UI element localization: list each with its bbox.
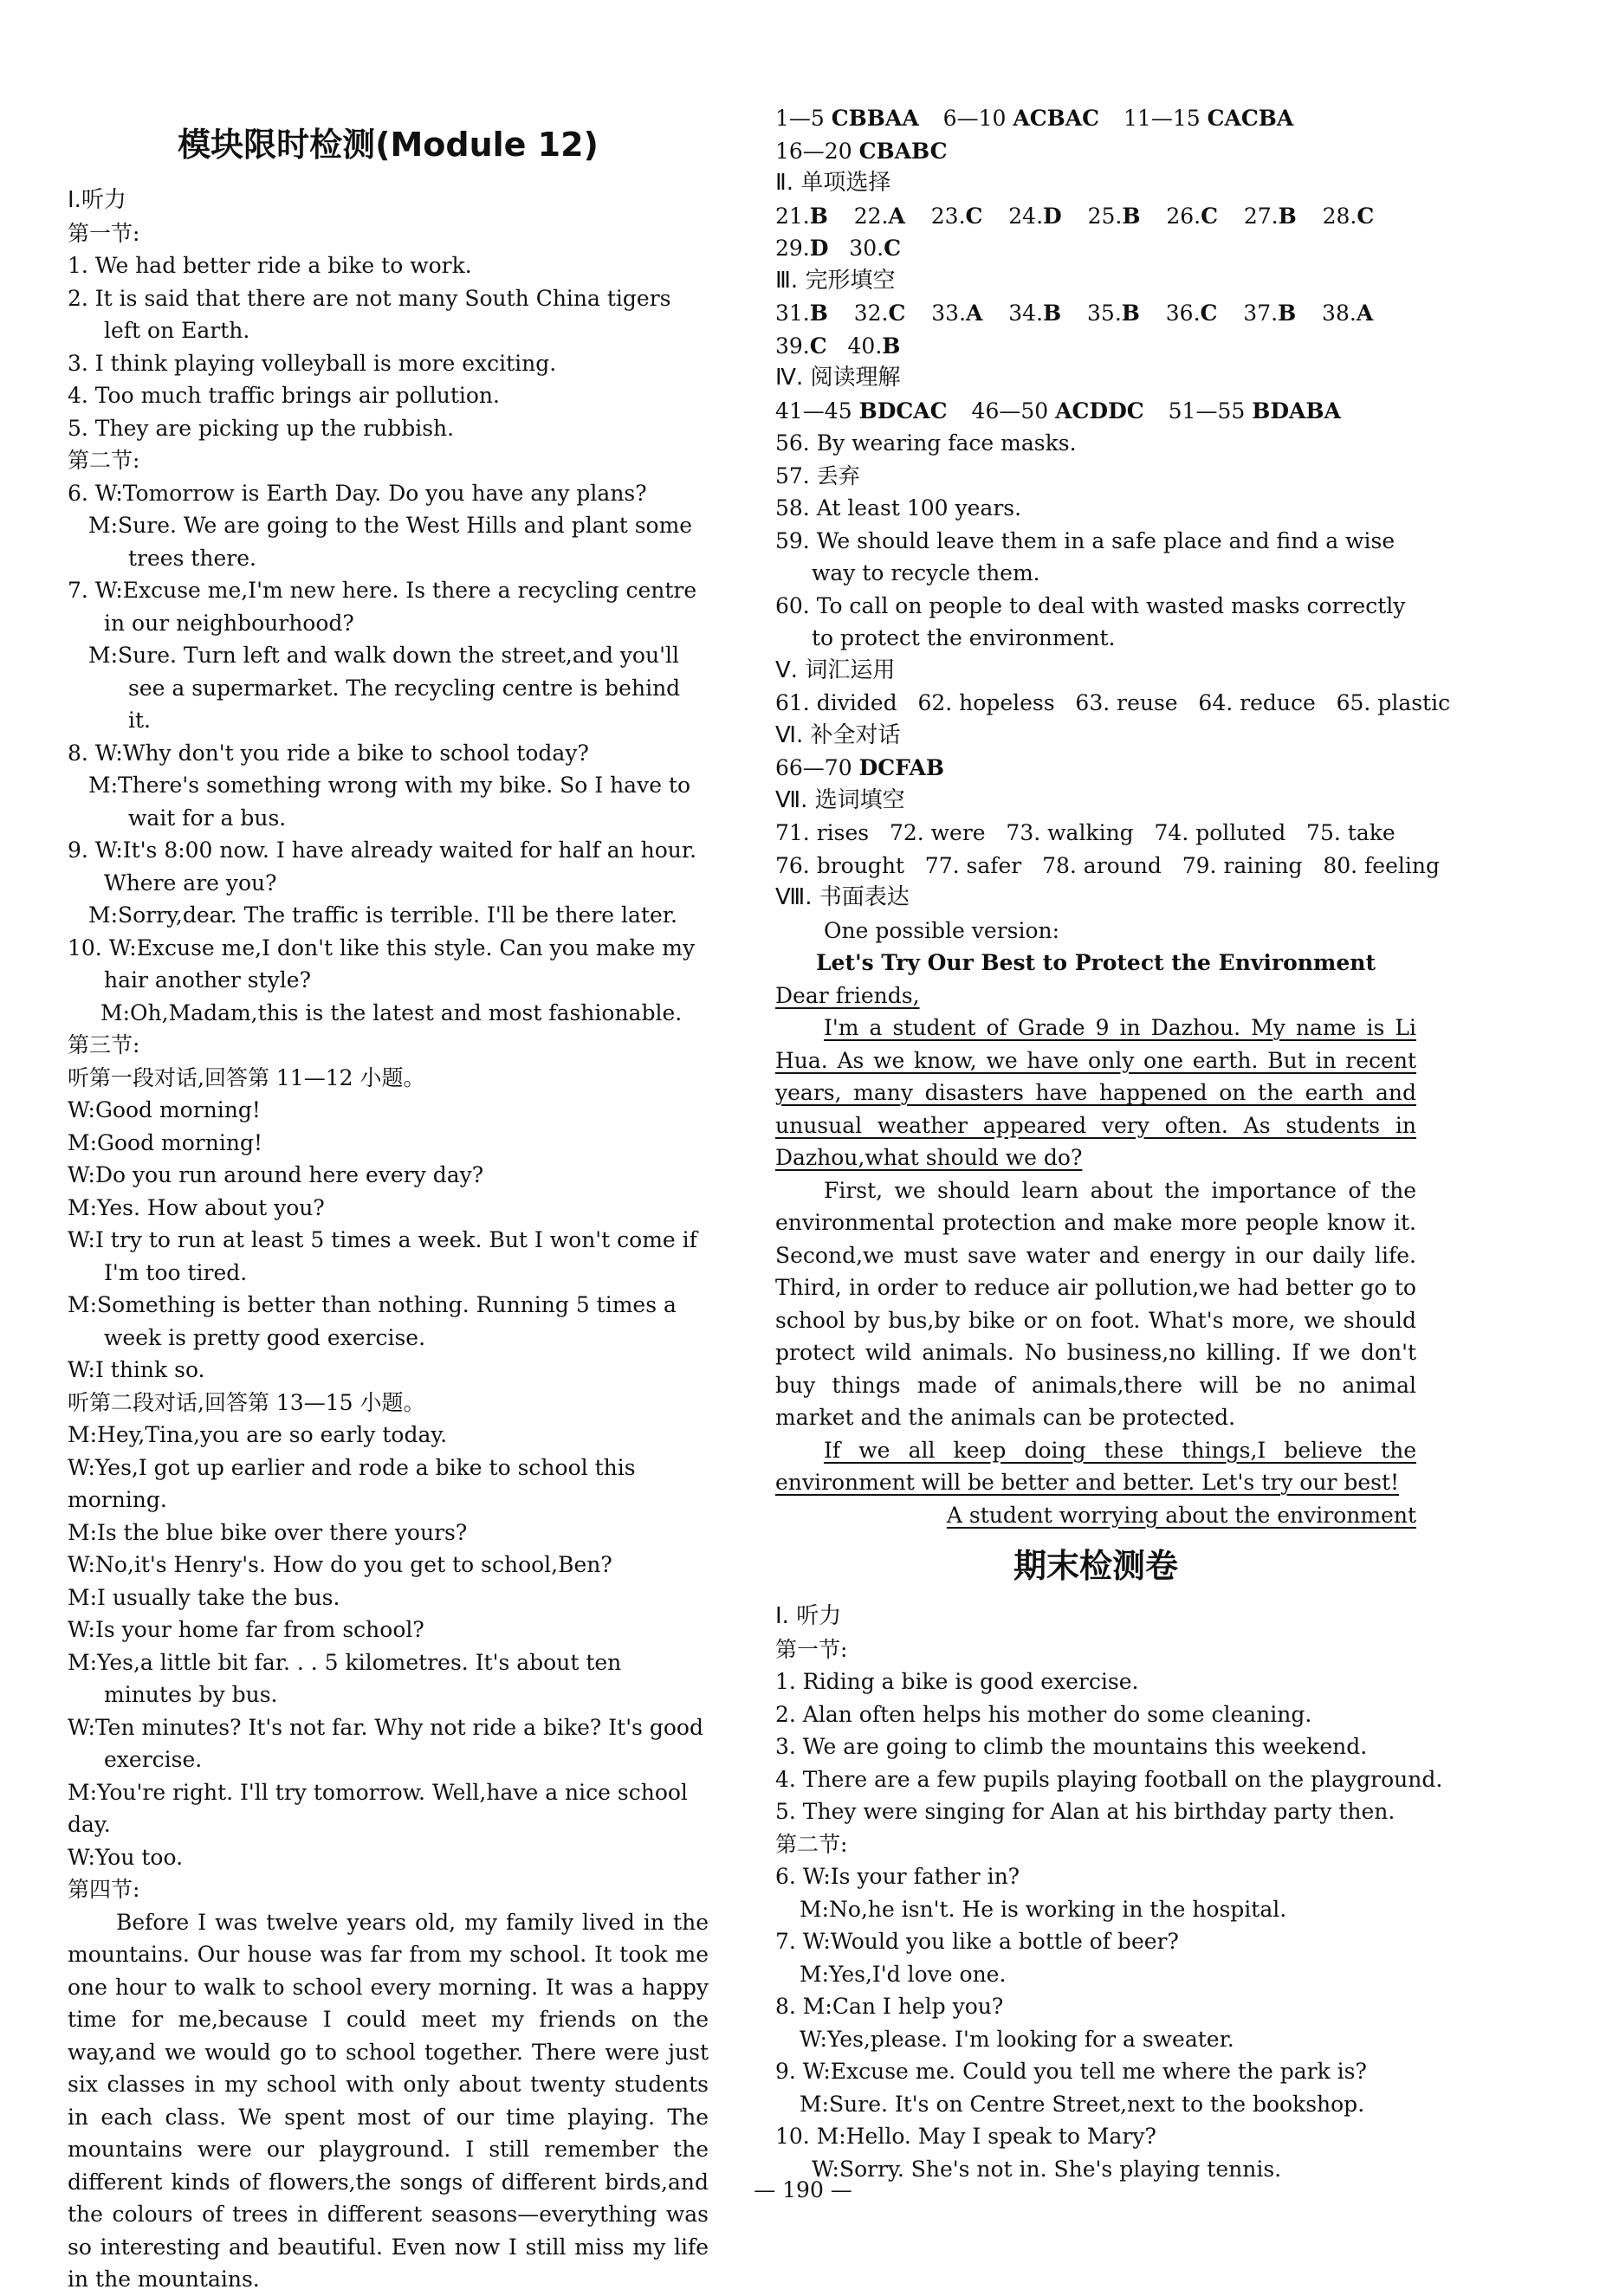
final-q4: 4. There are a few pupils playing football on the playground.: [775, 1766, 1443, 1792]
final-q8-m: 8. M:Can I help you?: [775, 1994, 1004, 2019]
final-q6-w: 6. W:Is your father in?: [775, 1864, 1020, 1889]
q9-m: M:Sorry,dear. The traffic is terrible. I'll be there later.: [88, 902, 677, 928]
final-q3: 3. We are going to climb the mountains this weekend.: [775, 1734, 1368, 1759]
section-vocabulary: Ⅴ. 词汇运用: [775, 656, 896, 683]
essay-paragraph-3: If we all keep doing these things,I believe the environment will be better and better. Let's try our best!: [775, 1437, 1416, 1495]
section-single-choice: Ⅱ. 单项选择: [775, 170, 891, 196]
answers-21-28: 21.B 22.A 23.C 24.D 25.B 26.C 27.B 28.C: [775, 203, 1375, 229]
dialogue-1-line: M:Something is better than nothing. Running 5 times a week is pretty good exercise.: [68, 1292, 677, 1350]
answers-39-40: 39.C 40.B: [775, 333, 901, 359]
essay-paragraph-2: First, we should learn about the importance of the environmental protection and make more people know it. Second,we must save water and energy in our daily life. Third, in order to reduce air pollution,we had better go to school by bus,by bike or on foot. What's more, we should protect wild animals. No business,no killing. If we don't buy things made of animals,there will be no animal market and the animals can be protected.: [775, 1177, 1416, 1430]
section-writing: Ⅷ. 书面表达: [775, 884, 910, 910]
q3: 3. I think playing volleyball is more exciting.: [68, 350, 557, 376]
dialogue-1-line: W:Good morning!: [68, 1097, 261, 1122]
answers-16-20: 16—20 CBABC: [775, 138, 948, 164]
final-q10-w: W:Sorry. She's not in. She's playing tennis.: [812, 2156, 1282, 2182]
part-2-heading: 第二节:: [68, 448, 140, 473]
answers-41-55: 41—45 BDCAC 46—50 ACDDC 51—55 BDABA: [775, 398, 1341, 424]
part-4-heading: 第四节:: [68, 1877, 140, 1902]
answers-71-75: 71. rises 72. were 73. walking 74. polluted 75. take: [775, 820, 1396, 845]
final-q9-m: M:Sure. It's on Centre Street,next to the bookshop.: [800, 2091, 1365, 2117]
answers-29-30: 29.D 30.C: [775, 236, 901, 261]
part-4-passage: Before I was twelve years old, my family lived in the mountains. Our house was far from my school. It took me one hour to walk to school every morning. It was a happy time for me,because I could meet my friends on the way,and we would go to school together. There were just six classes in my school with only about twenty students in each class. We spent most of our time playing. The mountains were our playground. I still remember the different kinds of flowers,the songs of different birds,and the colours of trees in different seasons—everything was so interesting and beautiful. Even now I still miss my life in the mountains.: [68, 1909, 709, 2292]
part-1-heading: 第一节:: [68, 220, 140, 246]
dialogue-1-line: W:I think so.: [68, 1357, 205, 1382]
answers-61-65: 61. divided 62. hopeless 63. reuse 64. reduce 65. plastic: [775, 690, 1451, 715]
essay-signature: A student worrying about the environment: [946, 1502, 1416, 1528]
essay-title: Let's Try Our Best to Protect the Environment: [815, 950, 1376, 975]
final-part-2-heading: 第二节:: [775, 1831, 848, 1857]
final-q10-m: 10. M:Hello. May I speak to Mary?: [775, 2124, 1156, 2149]
section-dialogue-completion: Ⅵ. 补全对话: [775, 721, 901, 748]
final-q5: 5. They were singing for Alan at his birthday party then.: [775, 1799, 1396, 1824]
answer-60: 60. To call on people to deal with wasted masks correctly to protect the environment.: [775, 592, 1406, 650]
dialogue-1-line: W:I try to run at least 5 times a week. But I won't come if I'm too tired.: [68, 1227, 697, 1285]
q6-w: 6. W:Tomorrow is Earth Day. Do you have any plans?: [68, 480, 647, 506]
answer-57: 57. 丢弃: [775, 462, 860, 488]
dialogue-2-line: M:Is the blue bike over there yours?: [68, 1519, 468, 1545]
part-3-heading: 第三节:: [68, 1032, 140, 1057]
dialogue-2-line: W:Ten minutes? It's not far. Why not ride a bike? It's good exercise.: [68, 1714, 703, 1772]
q8-m: M:There's something wrong with my bike. So I have to wait for a bus.: [88, 773, 691, 831]
page-number: — 190 —: [754, 2177, 852, 2202]
dialogue-2-line: W:Yes,I got up earlier and rode a bike to school this morning.: [68, 1454, 636, 1512]
final-part-1-heading: 第一节:: [775, 1636, 848, 1662]
q10-m: M:Oh,Madam,this is the latest and most fashionable.: [100, 999, 683, 1025]
q8-w: 8. W:Why don't you ride a bike to school today?: [68, 740, 589, 766]
dialogue-2-line: M:Yes,a little bit far. . . 5 kilometres. It's about ten minutes by bus.: [68, 1649, 622, 1707]
dialogue-2-line: W:No,it's Henry's. How do you get to school,Ben?: [68, 1552, 612, 1577]
left-column: [68, 0, 709, 2296]
final-exam-title: 期末检测卷: [1013, 1547, 1178, 1585]
section-cloze: Ⅲ. 完形填空: [775, 267, 896, 294]
dialogue-1-heading: 听第一段对话,回答第 11—12 小题。: [68, 1064, 425, 1090]
q9-w: 9. W:It's 8:00 now. I have already waited for half an hour. Where are you?: [68, 838, 697, 896]
dialogue-2-line: M:You're right. I'll try tomorrow. Well,have a nice school day.: [68, 1779, 688, 1837]
dialogue-2-heading: 听第二段对话,回答第 13—15 小题。: [68, 1389, 425, 1415]
final-q6-m: M:No,he isn't. He is working in the hospital.: [800, 1896, 1287, 1922]
section-reading: Ⅳ. 阅读理解: [775, 365, 901, 391]
final-q1: 1. Riding a bike is good exercise.: [775, 1669, 1139, 1694]
dialogue-1-line: M:Good morning!: [68, 1129, 262, 1155]
q7-w: 7. W:Excuse me,I'm new here. Is there a recycling centre in our neighbourhood?: [68, 578, 697, 636]
answers-1-15: 1—5 CBBAA 6—10 ACBAC 11—15 CACBA: [775, 106, 1294, 131]
answer-59: 59. We should leave them in a safe place and find a wise way to recycle them.: [775, 527, 1396, 585]
final-q7-m: M:Yes,I'd love one.: [800, 1961, 1007, 1987]
q10-w: 10. W:Excuse me,I don't like this style. Can you make my hair another style?: [68, 935, 696, 993]
q7-m: M:Sure. Turn left and walk down the street,and you'll see a supermarket. The recycling centre is behind it.: [88, 643, 681, 733]
answers-31-38: 31.B 32.C 33.A 34.B 35.B 36.C 37.B 38.A: [775, 301, 1374, 326]
answer-56: 56. By wearing face masks.: [775, 430, 1077, 456]
final-q9-w: 9. W:Excuse me. Could you tell me where the park is?: [775, 2059, 1367, 2084]
final-q2: 2. Alan often helps his mother do some cleaning.: [775, 1701, 1312, 1727]
q6-m: M:Sure. We are going to the West Hills and plant some trees there.: [88, 513, 693, 571]
q1: 1. We had better ride a bike to work.: [68, 253, 472, 278]
essay-greeting: Dear friends,: [775, 982, 920, 1008]
final-q7-w: 7. W:Would you like a bottle of beer?: [775, 1929, 1179, 1954]
dialogue-2-line: M:I usually take the bus.: [68, 1584, 340, 1610]
dialogue-2-line: W:You too.: [68, 1844, 184, 1870]
q5: 5. They are picking up the rubbish.: [68, 415, 455, 441]
q4: 4. Too much traffic brings air pollution.: [68, 383, 500, 408]
answers-76-80: 76. brought 77. safer 78. around 79. raining 80. feeling: [775, 852, 1440, 878]
dialogue-2-line: W:Is your home far from school?: [68, 1617, 424, 1642]
q2: 2. It is said that there are not many South China tigers left on Earth.: [68, 285, 671, 343]
answers-66-70: 66—70 DCFAB: [775, 755, 944, 780]
answer-58: 58. At least 100 years.: [775, 495, 1022, 521]
section-listening: Ⅰ.听力: [68, 187, 126, 213]
page-title: 模块限时检测(Module 12): [178, 126, 599, 164]
essay-paragraph-1: I'm a student of Grade 9 in Dazhou. My name is Li Hua. As we know, we have only one earth. But in recent years, many disasters have happened on the earth and unusual weather appeared very often. As students in Dazhou,what should we do?: [775, 1015, 1416, 1170]
section-listening-2: Ⅰ. 听力: [775, 1603, 842, 1629]
section-word-fill: Ⅶ. 选词填空: [775, 786, 905, 813]
essay-intro: One possible version:: [824, 917, 1060, 943]
right-column: [775, 0, 1451, 2185]
dialogue-1-line: M:Yes. How about you?: [68, 1194, 325, 1220]
dialogue-1-line: W:Do you run around here every day?: [68, 1162, 484, 1187]
dialogue-2-line: M:Hey,Tina,you are so early today.: [68, 1422, 448, 1447]
final-q8-w: W:Yes,please. I'm looking for a sweater.: [800, 2026, 1234, 2052]
